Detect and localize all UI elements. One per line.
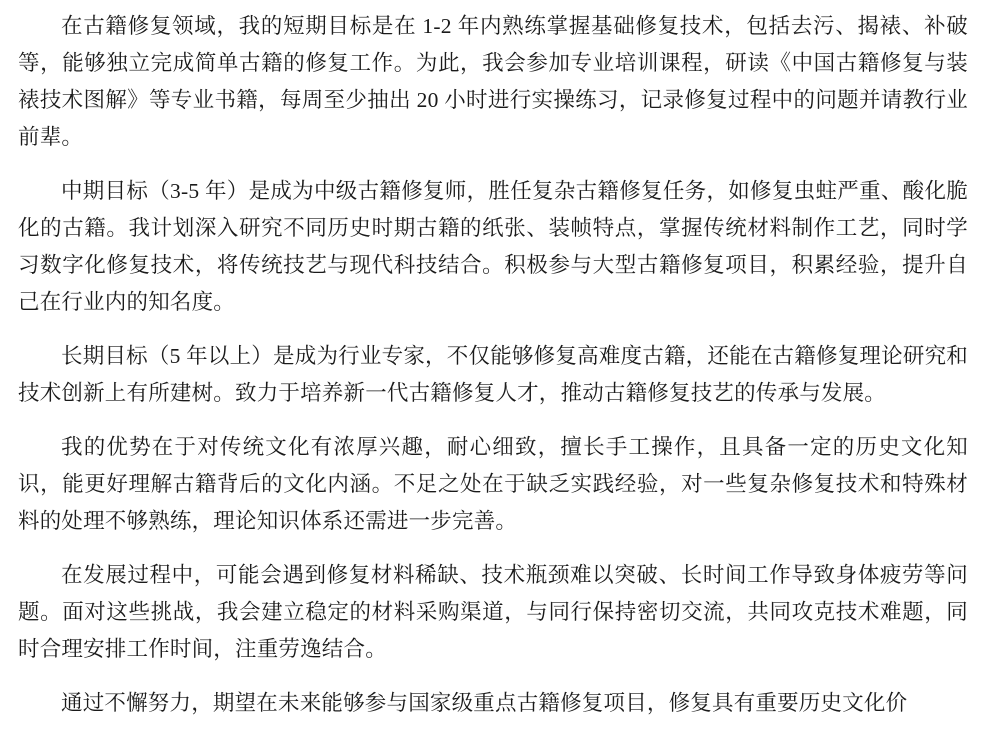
paragraph-outlook: 通过不懈努力，期望在未来能够参与国家级重点古籍修复项目，修复具有重要历史文化价 <box>61 691 908 715</box>
paragraph-mid-term-goal: 中期目标（3-5 年）是成为中级古籍修复师，胜任复杂古籍修复任务，如修复虫蛀严重、酸化脆化的古籍。我计划深入研究不同历史时期古籍的纸张、装帧特点，掌握传统材料制作工艺，同时学习数字化修复技术，将传统技艺与现代科技结合。积极参与大型古籍修复项目，积累经验，提升自己在行业内的知名度。 <box>18 179 968 314</box>
paragraph-long-term-goal: 长期目标（5 年以上）是成为行业专家，不仅能够修复高难度古籍，还能在古籍修复理论研究和技术创新上有所建树。致力于培养新一代古籍修复人才，推动古籍修复技艺的传承与发展。 <box>18 344 968 405</box>
document-body <box>18 8 968 722</box>
paragraph-challenges: 在发展过程中，可能会遇到修复材料稀缺、技术瓶颈难以突破、长时间工作导致身体疲劳等问题。面对这些挑战，我会建立稳定的材料采购渠道，与同行保持密切交流，共同攻克技术难题，同时合理安排工作时间，注重劳逸结合。 <box>18 563 968 661</box>
paragraph-strengths-weaknesses: 我的优势在于对传统文化有浓厚兴趣，耐心细致，擅长手工操作，且具备一定的历史文化知识，能更好理解古籍背后的文化内涵。不足之处在于缺乏实践经验，对一些复杂修复技术和特殊材料的处理不够熟练，理论知识体系还需进一步完善。 <box>18 435 968 533</box>
paragraph-short-term-goal: 在古籍修复领域，我的短期目标是在 1-2 年内熟练掌握基础修复技术，包括去污、揭裱、补破等，能够独立完成简单古籍的修复工作。为此，我会参加专业培训课程，研读《中国古籍修复与装裱技术图解》等专业书籍，每周至少抽出 20 小时进行实操练习，记录修复过程中的问题并请教行业前辈。 <box>18 14 968 149</box>
